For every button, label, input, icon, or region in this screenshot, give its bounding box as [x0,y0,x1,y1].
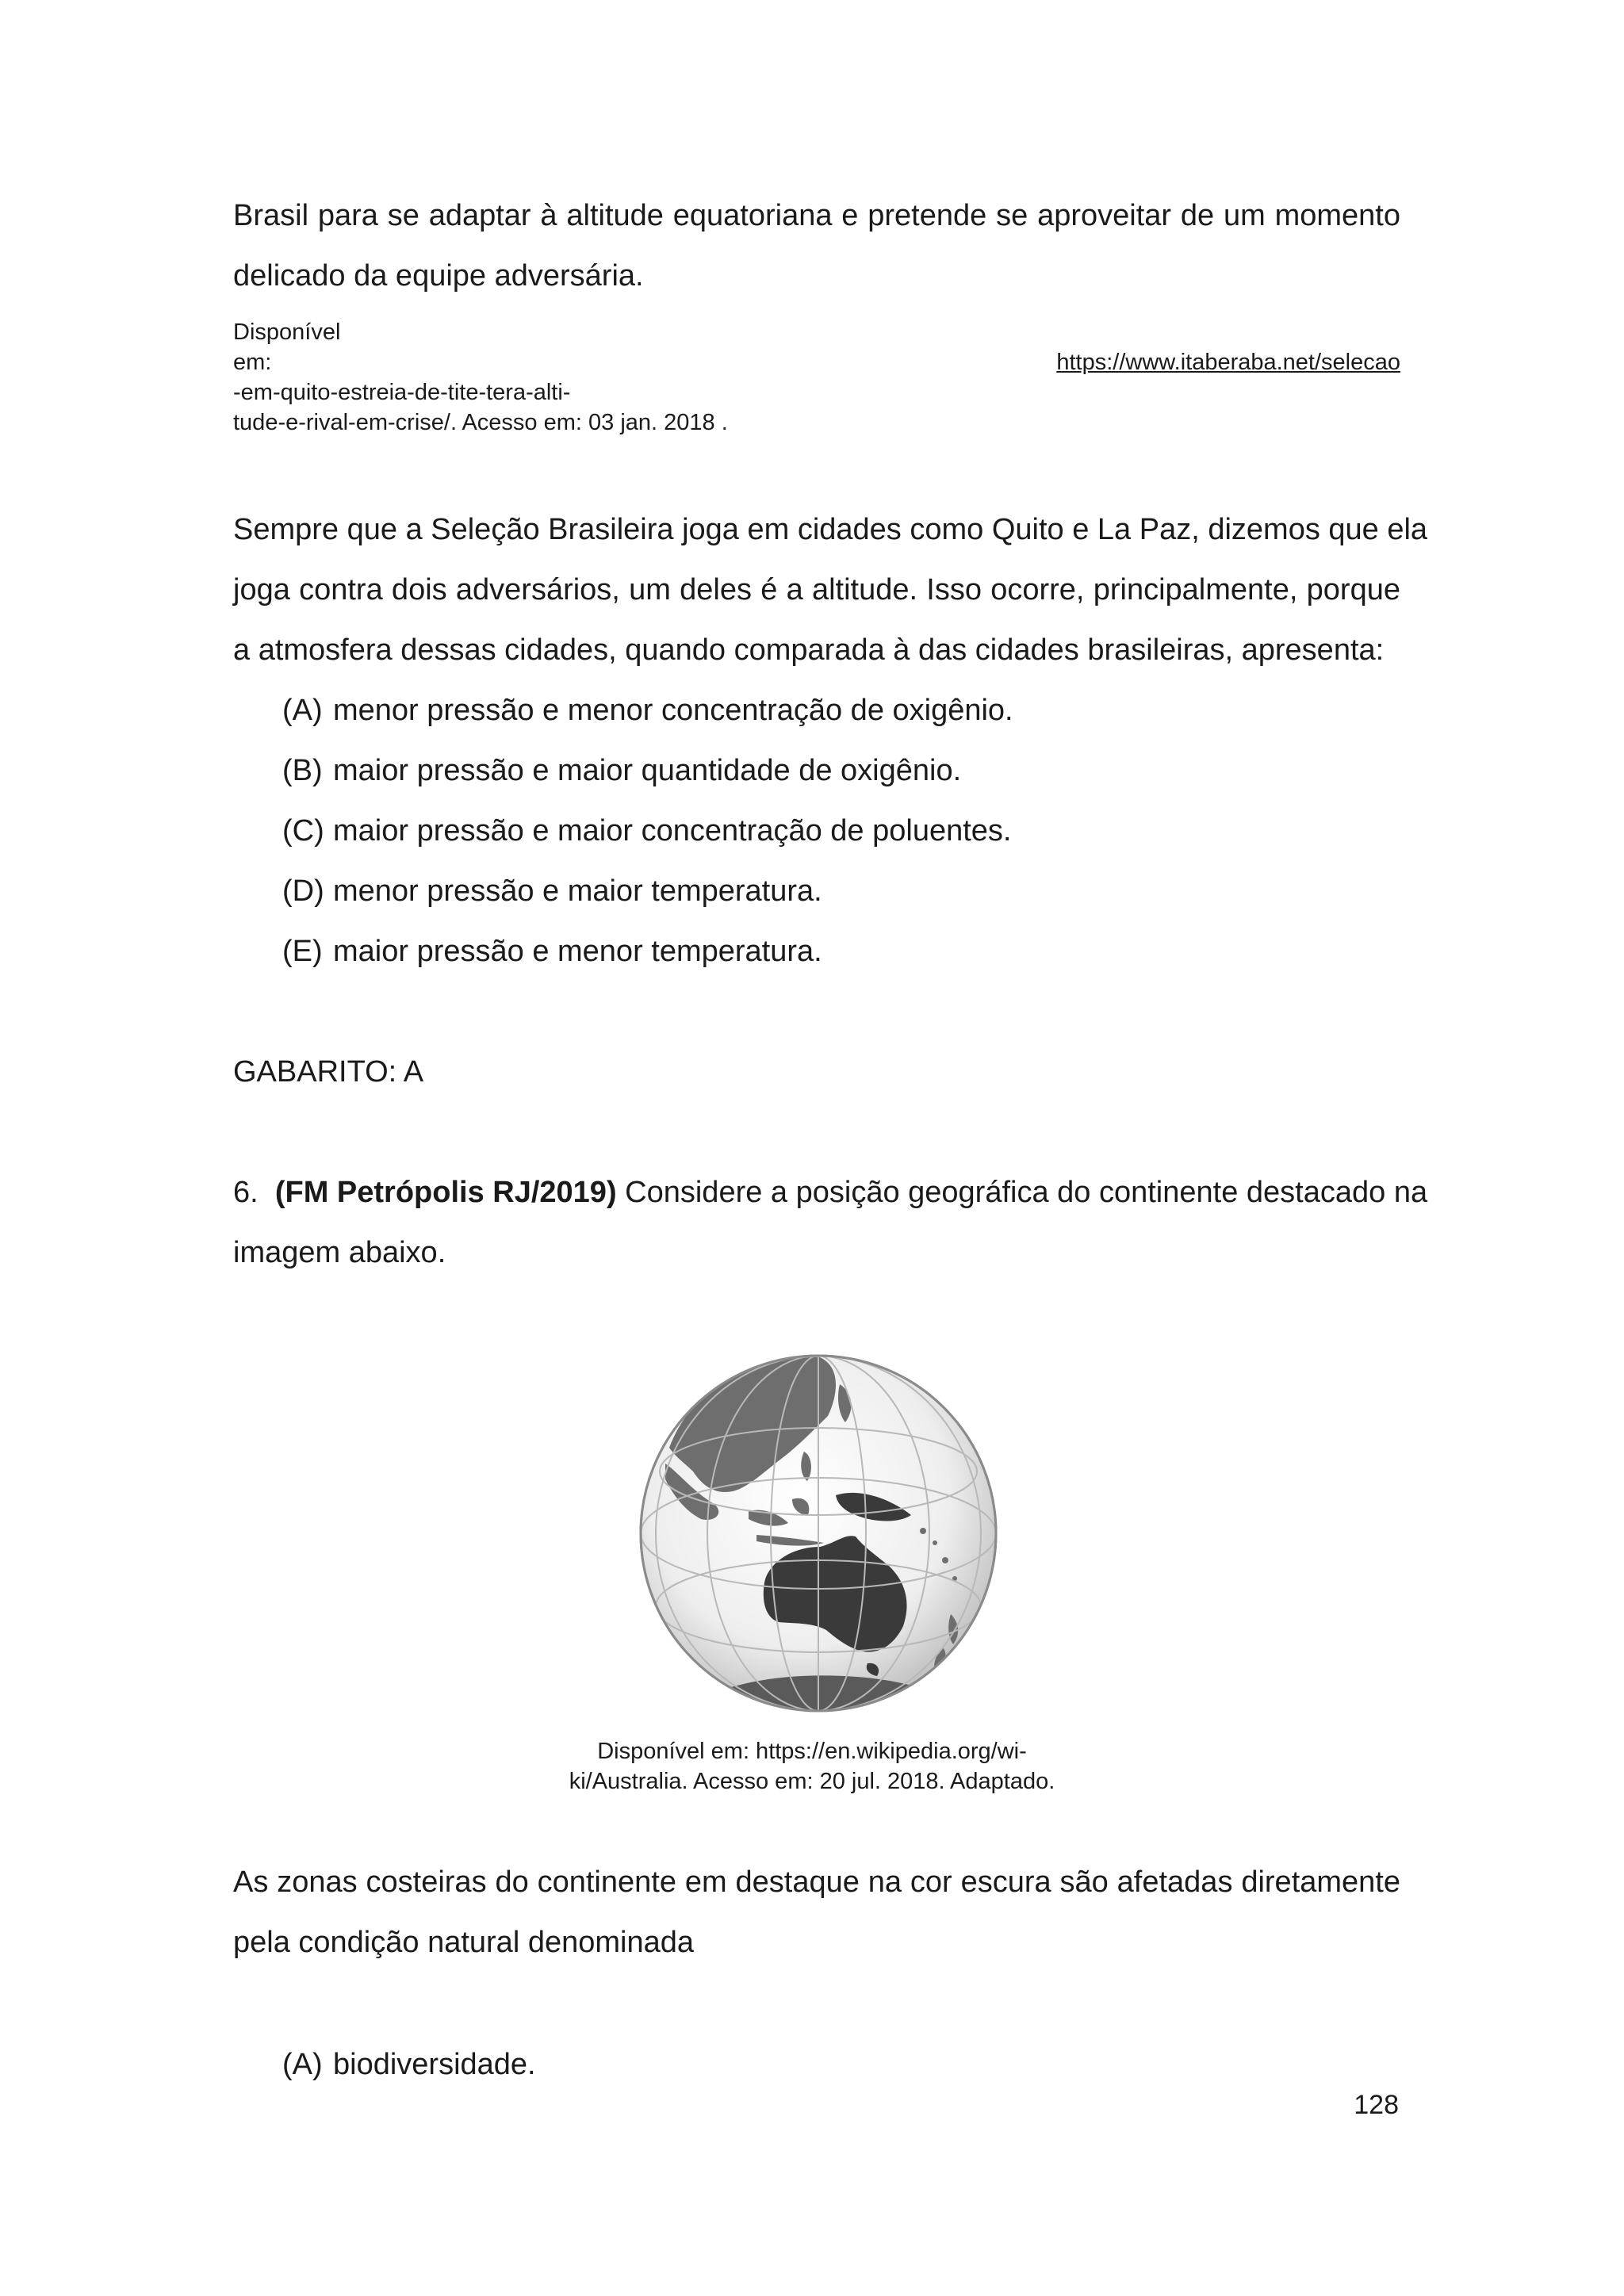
option-text: maior pressão e maior concentração de poluentes. [333,814,1012,848]
answer-option [282,801,1011,861]
answer-option [282,861,822,921]
globe-australia-icon [638,1353,999,1714]
source-text: em: [233,350,272,375]
answer-option [282,2034,536,2095]
question-number: 6. [233,1176,259,1209]
globe-figure [638,1353,999,1714]
question-text: joga contra dois adversários, um deles é a altitude. Isso ocorre, principalmente, porque [233,573,1400,607]
source-text: -em-quito-estreia-de-tite-tera-alti- [233,380,571,405]
option-letter: (C) [282,814,324,848]
page-number: 128 [1354,2090,1399,2120]
question-text: pela condição natural denominada [233,1926,694,1959]
option-letter: (B) [282,754,323,787]
option-letter: (A) [282,694,323,727]
option-letter: (A) [282,2048,323,2081]
figure-caption: Disponível em: https://en.wikipedia.org/wi- [597,1739,1027,1764]
paragraph-line: Brasil para se adaptar à altitude equatoriana e pretende se aproveitar de um momento [233,199,1400,232]
answer-key: GABARITO: A [233,1055,424,1089]
question-text: imagem abaixo. [233,1236,446,1269]
option-text: menor pressão e menor concentração de oxigênio. [333,694,1013,727]
question-source-tag: (FM Petrópolis RJ/2019) [274,1176,617,1209]
question-text: Considere a posição geográfica do continente destacado na [616,1176,1428,1209]
option-letter: (D) [282,874,324,908]
option-letter: (E) [282,935,323,968]
option-text: maior pressão e menor temperatura. [333,935,822,968]
answer-option [282,740,961,801]
figure-caption: ki/Australia. Acesso em: 20 jul. 2018. Adaptado. [569,1769,1055,1794]
question-text: As zonas costeiras do continente em destaque na cor escura são afetadas diretamente [233,1866,1400,1899]
option-text: menor pressão e maior temperatura. [333,874,822,908]
option-text: biodiversidade. [333,2048,536,2081]
paragraph-line: delicado da equipe adversária. [233,259,644,293]
source-link[interactable]: https://www.itaberaba.net/selecao [1056,350,1400,375]
question-text: Sempre que a Seleção Brasileira joga em cidades como Quito e La Paz, dizemos que ela [233,513,1428,546]
question-heading [233,1162,1428,1223]
answer-option [282,921,822,982]
option-text: maior pressão e maior quantidade de oxigênio. [333,754,962,787]
source-text: Disponível [233,320,341,345]
answer-option [282,680,1013,740]
source-text: tude-e-rival-em-crise/. Acesso em: 03 jan. 2018 . [233,410,728,435]
question-text: a atmosfera dessas cidades, quando comparada à das cidades brasileiras, apresenta: [233,633,1385,667]
